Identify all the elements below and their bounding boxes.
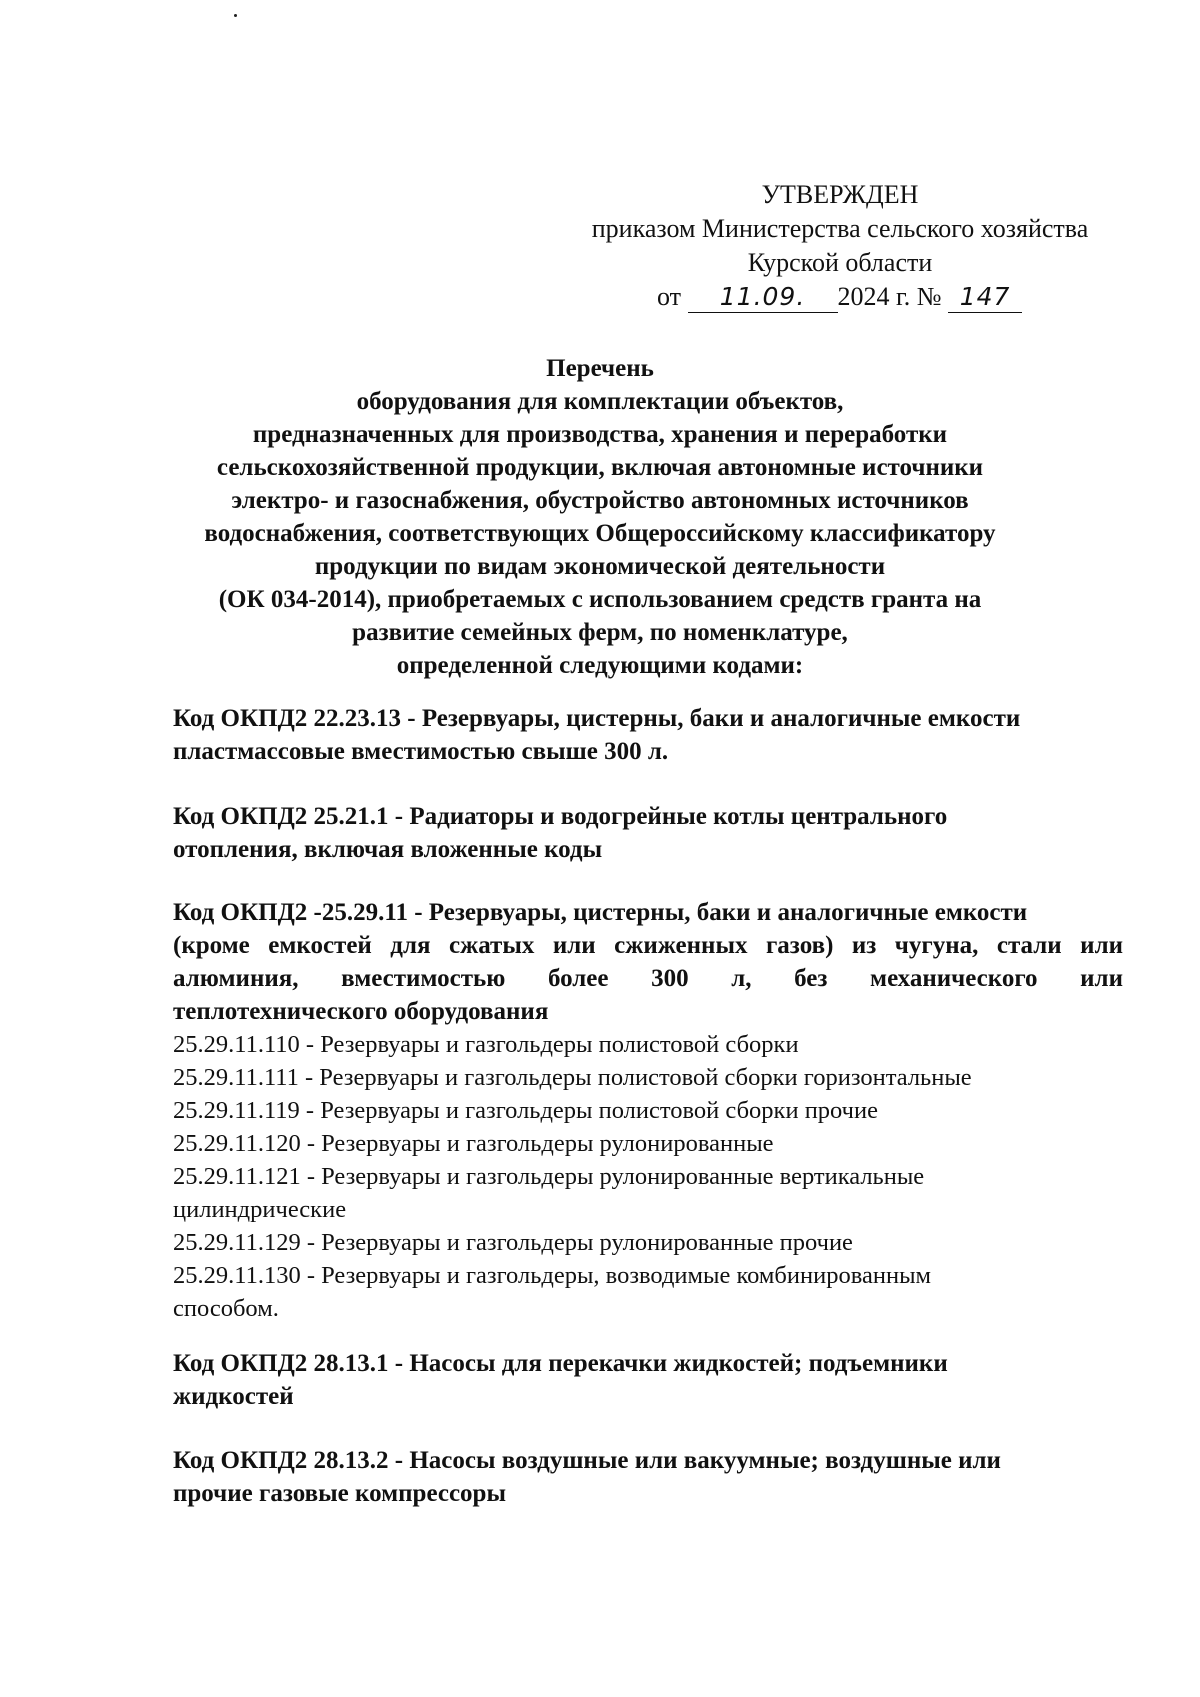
subcode-item: 25.29.11.120 - Резервуары и газгольдеры рулонированные bbox=[173, 1130, 774, 1157]
date-prefix: от bbox=[657, 282, 682, 311]
approval-order-line-1: приказом Министерства сельского хозяйства bbox=[591, 214, 1089, 243]
section-heading-line: пластмассовые вместимостью свыше 300 л. bbox=[173, 738, 669, 765]
section-heading-line: Код ОКПД2 22.23.13 - Резервуары, цистерны, баки и аналогичные емкости bbox=[173, 705, 1021, 732]
approval-label: УТВЕРЖДЕН bbox=[761, 180, 919, 209]
section-heading-line: отопления, включая вложенные коды bbox=[173, 836, 603, 863]
subcode-item: 25.29.11.130 - Резервуары и газгольдеры, возводимые комбинированным bbox=[173, 1262, 932, 1289]
approval-order-line-2: Курской области bbox=[747, 248, 933, 277]
handwritten-date: 11.09. bbox=[688, 282, 838, 313]
title-line: оборудования для комплектации объектов, bbox=[356, 388, 844, 415]
year-text: 2024 г. № bbox=[837, 282, 942, 311]
code-section-25-29-11 bbox=[173, 896, 1123, 1325]
section-heading-line: прочие газовые компрессоры bbox=[173, 1480, 506, 1507]
approval-date-line bbox=[560, 280, 1120, 314]
title-line: определенной следующими кодами: bbox=[396, 652, 804, 679]
subcode-item: 25.29.11.110 - Резервуары и газгольдеры полистовой сборки bbox=[173, 1031, 799, 1058]
section-heading-line: Код ОКПД2 28.13.2 - Насосы воздушные или вакуумные; воздушные или bbox=[173, 1447, 1001, 1474]
section-heading-line: Код ОКПД2 28.13.1 - Насосы для перекачки жидкостей; подъемники bbox=[173, 1350, 948, 1377]
section-heading-line: (кроме емкостей для сжатых или сжиженных газов) из чугуна, стали или bbox=[173, 932, 1123, 959]
approval-block bbox=[560, 178, 1120, 314]
subcode-item: способом. bbox=[173, 1295, 279, 1322]
title-line: сельскохозяйственной продукции, включая автономные источники bbox=[216, 454, 984, 481]
title-line: электро- и газоснабжения, обустройство автономных источников bbox=[231, 487, 969, 514]
subcode-item: 25.29.11.111 - Резервуары и газгольдеры полистовой сборки горизонтальные bbox=[173, 1064, 972, 1091]
title-line: продукции по видам экономической деятельности bbox=[314, 553, 886, 580]
title-line: предназначенных для производства, хранения и переработки bbox=[252, 421, 948, 448]
section-heading-line: жидкостей bbox=[173, 1383, 294, 1410]
subcode-item: 25.29.11.119 - Резервуары и газгольдеры полистовой сборки прочие bbox=[173, 1097, 878, 1124]
code-section-25-21-1 bbox=[173, 800, 1123, 866]
scan-speck bbox=[234, 14, 237, 17]
code-section-28-13-2 bbox=[173, 1444, 1123, 1510]
code-section-22-23-13 bbox=[173, 702, 1123, 768]
section-heading-line: алюминия, вместимостью более 300 л, без механического или bbox=[173, 965, 1123, 992]
subcode-item: цилиндрические bbox=[173, 1196, 347, 1223]
section-heading-line: Код ОКПД2 -25.29.11 - Резервуары, цистерны, баки и аналогичные емкости bbox=[173, 899, 1028, 926]
section-heading-line: теплотехнического оборудования bbox=[173, 998, 549, 1025]
code-section-28-13-1 bbox=[173, 1347, 1123, 1413]
section-heading-line: Код ОКПД2 25.21.1 - Радиаторы и водогрейные котлы центрального bbox=[173, 803, 948, 830]
subcode-item: 25.29.11.121 - Резервуары и газгольдеры рулонированные вертикальные bbox=[173, 1163, 925, 1190]
subcode-item: 25.29.11.129 - Резервуары и газгольдеры рулонированные прочие bbox=[173, 1229, 853, 1256]
title-line: водоснабжения, соответствующих Общероссийскому классификатору bbox=[204, 520, 996, 547]
document-title bbox=[160, 352, 1040, 682]
title-line: развитие семейных ферм, по номенклатуре, bbox=[352, 619, 848, 646]
title-line: Перечень bbox=[546, 355, 654, 382]
title-line: (ОК 034-2014), приобретаемых с использованием средств гранта на bbox=[218, 586, 982, 613]
subcode-list bbox=[173, 1028, 1123, 1325]
handwritten-order-number: 147 bbox=[948, 282, 1022, 313]
